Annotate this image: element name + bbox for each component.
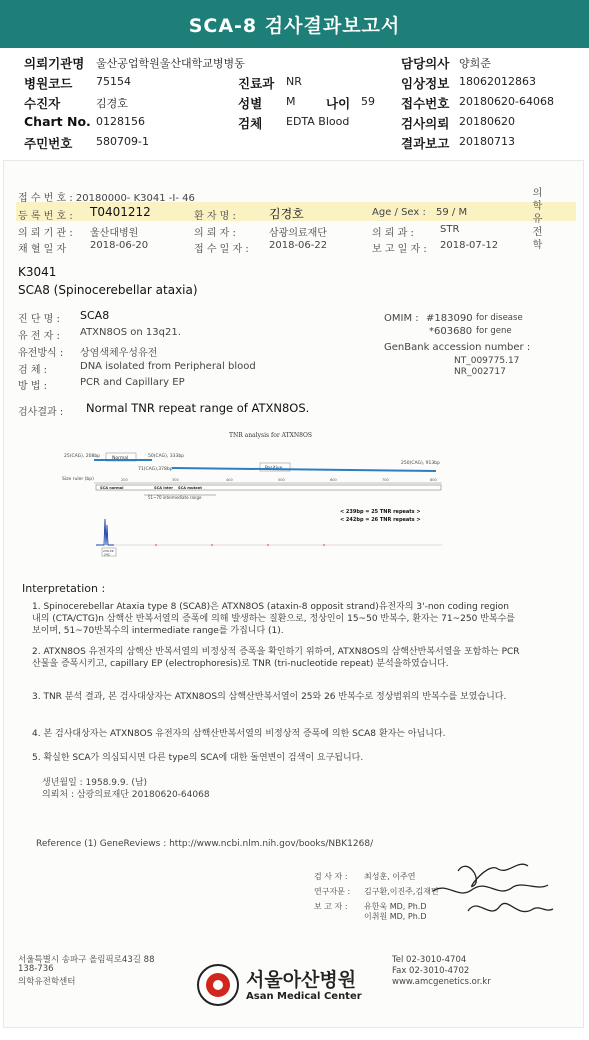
sca-normal-label: SCA normal — [100, 486, 124, 490]
hospital-name-en: Asan Medical Center — [246, 991, 362, 1002]
dept-value: NR — [286, 75, 302, 88]
specimen-label: 검체 — [238, 116, 263, 131]
result-value: Normal TNR repeat range of ATXN8OS. — [86, 401, 310, 415]
sex-label: 성별 — [238, 96, 263, 111]
request-value: 20180620 — [459, 115, 515, 128]
interp-5: 5. 확실한 SCA가 의심되시면 다른 type의 SCA에 대한 돌연변이 검색이 요구됩니다. — [32, 753, 364, 763]
doctor-value: 양희준 — [459, 57, 491, 70]
address-1: 서울특별시 송파구 올림픽로43길 88 — [18, 955, 155, 965]
age-label: 나이 — [326, 96, 351, 111]
report-date-label: 결과보고 — [401, 136, 450, 151]
peak-note-2: < 242bp = 26 TNR repeats > — [340, 517, 421, 523]
size-ruler-label: Size ruler (bp) — [62, 477, 94, 482]
sca-mutant-label: SCA mutant — [178, 486, 202, 490]
scanned-report — [3, 160, 584, 1028]
reported-label: 보 고 일 자 : — [372, 244, 427, 255]
tnr-figure — [44, 423, 454, 573]
hospital-code-label: 병원코드 — [24, 76, 73, 91]
marker-250: 250(CAG), 913bp — [401, 461, 440, 466]
ruler-tick: 500 — [278, 478, 285, 482]
req-person-value: 삼광의료재단 — [269, 228, 327, 239]
marker-71: 71(CAG),378bp — [138, 467, 173, 472]
agesex-value: 59 / M — [436, 207, 468, 218]
institution-label: 의뢰기관명 — [24, 56, 85, 71]
chart-value: 0128156 — [96, 115, 145, 128]
signature-3 — [468, 903, 553, 911]
normal-label: Normal — [112, 456, 129, 461]
inter-range-label: 51~70 intermediate range — [148, 495, 202, 500]
diag-value: SCA8 — [80, 309, 110, 322]
birth-date: 생년월일 : 1958.9.9. (남) — [42, 778, 148, 788]
range-bar — [96, 485, 441, 490]
reference: Reference (1) GeneReviews : http://www.ncbi.nlm.nih.gov/books/NBK1268/ — [36, 839, 374, 849]
reported-value: 2018-07-12 — [440, 240, 499, 251]
genbank-label: GenBank accession number : — [384, 342, 531, 353]
interp-title: Interpretation : — [22, 582, 106, 595]
mode-value: 상염색체우성유전 — [80, 348, 158, 359]
omim-label: OMIM : — [384, 313, 419, 324]
peak-box-2: 242 — [104, 552, 110, 557]
researcher-label: 연구자문 : — [314, 887, 351, 896]
signature-2 — [433, 885, 548, 893]
positive-line — [172, 468, 436, 471]
omim1: #183090 — [426, 313, 473, 324]
collect-value: 2018-06-20 — [90, 240, 149, 251]
received-value: 2018-06-22 — [269, 240, 328, 251]
test-code: K3041 — [18, 265, 57, 279]
doctor-label: 담당의사 — [401, 56, 450, 71]
patient-info-panel — [0, 48, 589, 152]
ruler-tick: 400 — [226, 478, 233, 482]
omim2-desc: for gene — [476, 326, 512, 336]
peak-trace — [96, 519, 114, 545]
received-label: 접 수 일 자 : — [194, 244, 249, 255]
reporter2-value: 이취원 MD, Ph.D — [364, 912, 427, 921]
gene-label: 유 전 자 : — [18, 331, 60, 342]
agesex-label: Age / Sex : — [372, 207, 426, 218]
examiner-value: 최성훈, 이주연 — [364, 872, 416, 881]
req-dept-label: 의 뢰 과 : — [372, 228, 414, 239]
asan-logo-icon — [196, 963, 240, 1007]
clinical-label: 임상정보 — [401, 76, 450, 91]
institution-value: 울산공업학원울산대학교병병동 — [96, 57, 245, 70]
address-2: 138-736 — [18, 964, 54, 974]
method-label: 방 법 : — [18, 381, 48, 392]
collect-label: 채 혈 일 자 — [18, 244, 67, 255]
patient-name-value: 김경호 — [269, 207, 304, 221]
req-org-value: 울산대병원 — [90, 228, 139, 239]
receipt-no-label: 접수번호 — [401, 96, 450, 111]
ruler-tick: 600 — [330, 478, 337, 482]
tel: Tel 02-3010-4704 — [392, 955, 467, 965]
interp-3: 3. TNR 분석 결과, 본 검사대상자는 ATXN8OS의 삼핵산반복서열이 25와 26 반복수로 정상범위의 반복수를 보였습니다. — [32, 692, 507, 702]
patient-value: 김경호 — [96, 97, 128, 110]
mode-label: 유전방식 : — [18, 348, 64, 359]
sample-value: DNA isolated from Peripheral blood — [80, 361, 256, 372]
req-person-label: 의 뢰 자 : — [194, 228, 236, 239]
id-label: 주민번호 — [24, 136, 73, 151]
figure-title: TNR analysis for ATXN8OS — [229, 432, 312, 439]
ruler-tick: 700 — [382, 478, 389, 482]
side-text: 의학유전학 — [530, 187, 541, 252]
researcher-value: 김구환,이진주,김재민 — [364, 887, 439, 896]
website: www.amcgenetics.or.kr — [392, 977, 491, 987]
reporter1-value: 유한욱 MD, Ph.D — [364, 902, 427, 911]
ruler-ticks — [121, 478, 437, 482]
req-dept-value: STR — [440, 224, 460, 235]
signatures-image — [428, 851, 558, 931]
patient-name-label: 환 자 명 : — [194, 211, 236, 222]
marker-50: 50(CAG), 333bp — [148, 454, 185, 459]
report-title-text: SCA-8 검사결과보고서 — [188, 14, 401, 37]
id-value: 580709-1 — [96, 135, 149, 148]
receipt-line: 접 수 번 호 : 20180000- K3041 -I- 46 — [18, 193, 195, 204]
marker-25: 25(CAG), 208bp — [64, 454, 101, 459]
sample-label: 검 체 : — [18, 365, 48, 376]
report-title — [0, 0, 589, 48]
ruler-tick: 200 — [121, 478, 128, 482]
req-org-label: 의 뢰 기 관 : — [18, 228, 73, 239]
method-value: PCR and Capillary EP — [80, 377, 185, 388]
sex-value: M — [286, 95, 296, 108]
reg-label: 등 록 번 호 : — [18, 211, 73, 222]
genbank1: NT_009775.17 — [454, 356, 520, 366]
test-name: SCA8 (Spinocerebellar ataxia) — [18, 283, 198, 297]
omim1-desc: for disease — [476, 313, 523, 323]
address-3: 의학유전학센터 — [18, 977, 76, 987]
sca-inter-label: SCA inter — [154, 486, 173, 490]
fax: Fax 02-3010-4702 — [392, 966, 470, 976]
age-value: 59 — [361, 95, 375, 108]
examiner-label: 검 사 자 : — [314, 872, 348, 881]
patient-label: 수진자 — [24, 96, 61, 111]
clinical-value: 18062012863 — [459, 75, 536, 88]
report-date-value: 20180713 — [459, 135, 515, 148]
hospital-name-kr: 서울아산병원 — [246, 969, 357, 991]
result-label: 검사결과 : — [18, 407, 64, 418]
order-org: 의뢰처 : 삼광의료재단 20180620-64068 — [42, 790, 210, 800]
genbank2: NR_002717 — [454, 367, 506, 377]
hospital-code-value: 75154 — [96, 75, 131, 88]
diag-label: 진 단 명 : — [18, 314, 60, 325]
gene-value: ATXN8OS on 13q21. — [80, 327, 181, 338]
receipt-no-value: 20180620-64068 — [459, 95, 554, 108]
dept-label: 진료과 — [238, 76, 275, 91]
interp-4: 4. 본 검사대상자는 ATXN8OS 유전자의 삼핵산반복서열의 비정상적 증폭에 의한 SCA8 환자는 아닙니다. — [32, 729, 446, 739]
ruler-tick: 800 — [430, 478, 437, 482]
signature-1 — [458, 864, 528, 886]
interp-1: 1. Spinocerebellar Ataxia type 8 (SCA8)은 ATXN8OS (ataxin-8 opposit strand)유전자의 3'-non coding region 내의 (CTA/CTG)n 삼핵산 반복서열의 증폭에 의해 발생하는 질환으로, 정상인이 15~50 반복수, 환자는 71~250 반복수를 보이며, 51~70반복수의 intermediate range를 가집니다 (1). — [32, 602, 515, 636]
request-label: 검사의뢰 — [401, 116, 450, 131]
omim2: *603680 — [429, 326, 473, 337]
reg-value: T0401212 — [90, 205, 151, 219]
specimen-value: EDTA Blood — [286, 115, 350, 128]
ruler-tick: 300 — [172, 478, 179, 482]
interp-2: 2. ATXN8OS 유전자의 삼핵산 반복서열의 비정상적 증폭을 확인하기 위하여, ATXN8OS의 삼핵산반복서열을 포함하는 PCR 산물을 증폭시키고, capillary EP (electrophoresis)로 TNR (tri-nucleotide repeat) 분석을하였습니다. — [32, 647, 520, 669]
reporter-label: 보 고 자 : — [314, 902, 348, 911]
chart-label: Chart No. — [24, 114, 91, 129]
peak-note-1: < 239bp = 25 TNR repeats > — [340, 509, 421, 515]
peak-box-1: 239.36 — [103, 549, 114, 553]
